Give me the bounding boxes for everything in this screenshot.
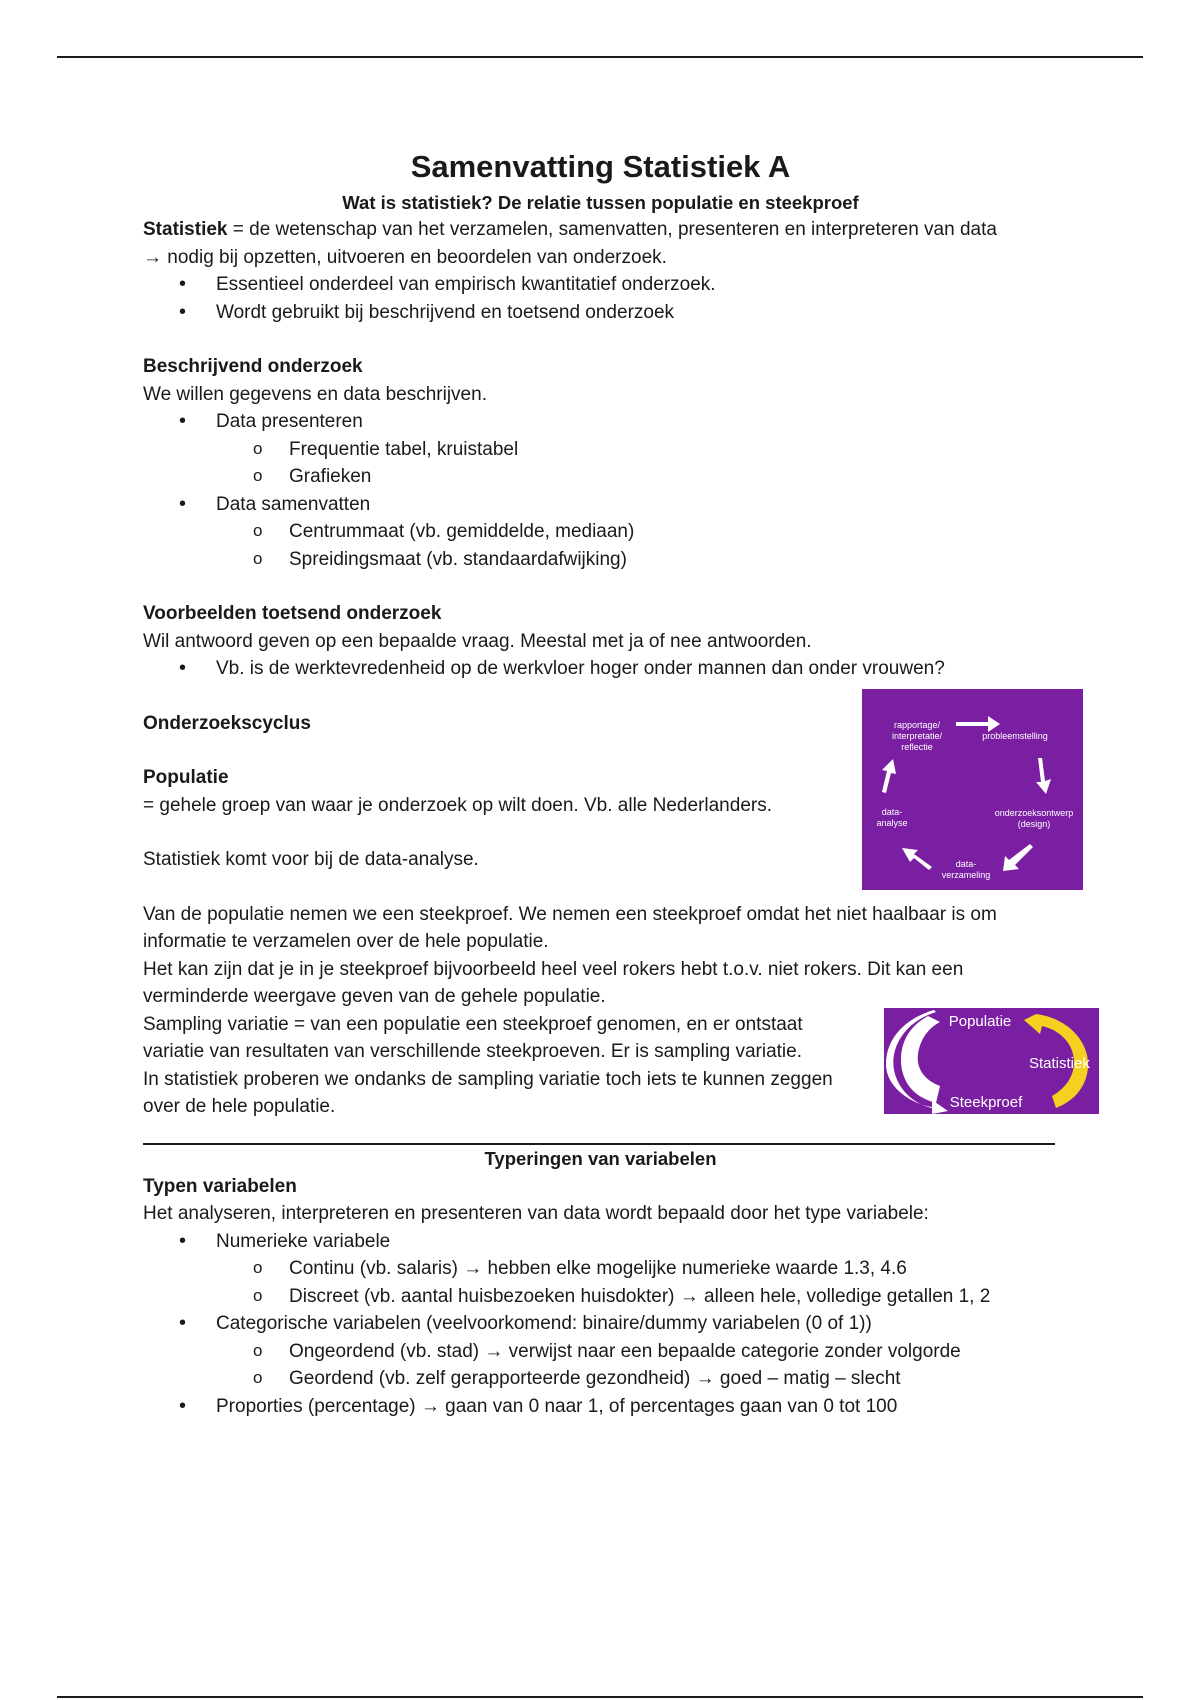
typeringen-section bbox=[143, 1145, 1058, 1420]
beschrijvend-heading: Beschrijvend onderzoek bbox=[143, 356, 363, 377]
toetsend-bullets bbox=[143, 655, 1058, 683]
rapportage-label-2: interpretatie/ bbox=[891, 731, 943, 741]
populatie-note: Statistiek komt voor bij de data-analyse. bbox=[143, 849, 479, 870]
list-item: • Wordt gebruikt bij beschrijvend en toetsend onderzoek bbox=[143, 299, 1058, 327]
list-item: o Ongeordend (vb. stad) → verwijst naar een bepaalde categorie zonder volgorde bbox=[143, 1338, 1058, 1366]
intro-definition-text: = de wetenschap van het verzamelen, samenvatten, presenteren en interpreteren van data bbox=[227, 219, 997, 240]
statistiek-label: Statistiek bbox=[1029, 1055, 1090, 1072]
beschrijvend-text: We willen gegevens en data beschrijven. bbox=[143, 383, 487, 405]
typeringen-title: Typeringen van variabelen bbox=[484, 1148, 717, 1169]
list-item: o Geordend (vb. zelf gerapporteerde gezondheid) → goed – matig – slecht bbox=[143, 1365, 1058, 1393]
populatie-paragraph-2: Het kan zijn dat je in je steekproef bijvoorbeeld heel veel rokers hebt t.o.v. niet rokers. Dit kan een verminderde weergave geven van de gehele populatie. bbox=[143, 958, 964, 1007]
list-item: • Data presenteren bbox=[143, 408, 1058, 436]
page-subtitle: Wat is statistiek? De relatie tussen populatie en steekproef bbox=[342, 192, 859, 213]
list-item: o Frequentie tabel, kruistabel bbox=[143, 436, 1058, 464]
list-item: • Proporties (percentage) → gaan van 0 naar 1, of percentages gaan van 0 tot 100 bbox=[143, 1393, 1058, 1421]
data-analyse-label-2: analyse bbox=[876, 818, 908, 828]
populatie-paragraph-4: In statistiek proberen we ondanks de sampling variatie toch iets te kunnen zeggen over de hele populatie. bbox=[143, 1068, 833, 1117]
list-item: o Continu (vb. salaris) → hebben elke mogelijke numerieke waarde 1.3, 4.6 bbox=[143, 1255, 1058, 1283]
populatie-paragraph-1: Van de populatie nemen we een steekproef. We nemen een steekproef omdat het niet haalbaar is om informatie te verzamelen over de hele populatie. bbox=[143, 903, 997, 952]
dataverzameling-label-1: data- bbox=[955, 859, 977, 869]
list-item: o Spreidingsmaat (vb. standaardafwijking) bbox=[143, 546, 1058, 574]
page-top-rule bbox=[57, 56, 1143, 58]
populatie-heading: Populatie bbox=[143, 767, 229, 788]
toetsend-text: Wil antwoord geven op een bepaalde vraag. Meestal met ja of nee antwoorden. bbox=[143, 630, 812, 652]
list-item: • Categorische variabelen (veelvoorkomend: binaire/dummy variabelen (0 of 1)) bbox=[143, 1310, 1058, 1338]
rapportage-label-1: rapportage/ bbox=[893, 720, 941, 730]
document-body bbox=[143, 146, 1058, 1121]
typen-bullets bbox=[143, 1228, 1058, 1421]
population-sample-figure bbox=[884, 1008, 1099, 1114]
populatie-paragraph-3: Sampling variatie = van een populatie een steekproef genomen, en er ontstaat variatie van resultaten van verschillende steekproeven. Er is sampling variatie. bbox=[143, 1013, 803, 1062]
intro-bullets bbox=[143, 271, 1058, 326]
rapportage-label-3: reflectie bbox=[901, 742, 933, 752]
page-title: Samenvatting Statistiek A bbox=[410, 149, 791, 184]
intro-term: Statistiek bbox=[143, 219, 228, 240]
beschrijvend-bullets bbox=[143, 408, 1058, 573]
typen-text: Het analyseren, interpreteren en presenteren van data wordt bepaald door het type variabele: bbox=[143, 1203, 929, 1224]
cyclus-heading: Onderzoekscyclus bbox=[143, 712, 311, 734]
onderzoeksontwerp-label-1: onderzoeksontwerp bbox=[994, 808, 1074, 818]
list-item: • Vb. is de werktevredenheid op de werkvloer hoger onder mannen dan onder vrouwen? bbox=[143, 655, 1058, 683]
list-item: o Discreet (vb. aantal huisbezoeken huisdokter) → alleen hele, volledige getallen 1, 2 bbox=[143, 1283, 1058, 1311]
typen-heading: Typen variabelen bbox=[143, 1175, 297, 1197]
list-item: • Data samenvatten bbox=[143, 491, 1058, 519]
steekproef-label: Steekproef bbox=[949, 1094, 1023, 1111]
populatie-definition: = gehele groep van waar je onderzoek op wilt doen. Vb. alle Nederlanders. bbox=[143, 794, 772, 816]
research-cycle-figure bbox=[862, 689, 1083, 890]
list-item: o Grafieken bbox=[143, 463, 1058, 491]
toetsend-heading: Voorbeelden toetsend onderzoek bbox=[143, 603, 442, 624]
list-item: o Centrummaat (vb. gemiddelde, mediaan) bbox=[143, 518, 1058, 546]
intro-line2: → nodig bij opzetten, uitvoeren en beoordelen van onderzoek. bbox=[143, 246, 667, 268]
populatie-label: Populatie bbox=[948, 1013, 1012, 1030]
dataverzameling-label-2: verzameling bbox=[941, 870, 991, 880]
intro-definition bbox=[143, 216, 1058, 244]
page-bottom-rule bbox=[57, 1696, 1143, 1698]
data-analyse-label-1: data- bbox=[881, 807, 903, 817]
list-item: • Numerieke variabele bbox=[143, 1228, 1058, 1256]
list-item: • Essentieel onderdeel van empirisch kwantitatief onderzoek. bbox=[143, 271, 1058, 299]
onderzoeksontwerp-label-2: (design) bbox=[1017, 819, 1051, 829]
probleemstelling-label: probleemstelling bbox=[982, 731, 1048, 741]
